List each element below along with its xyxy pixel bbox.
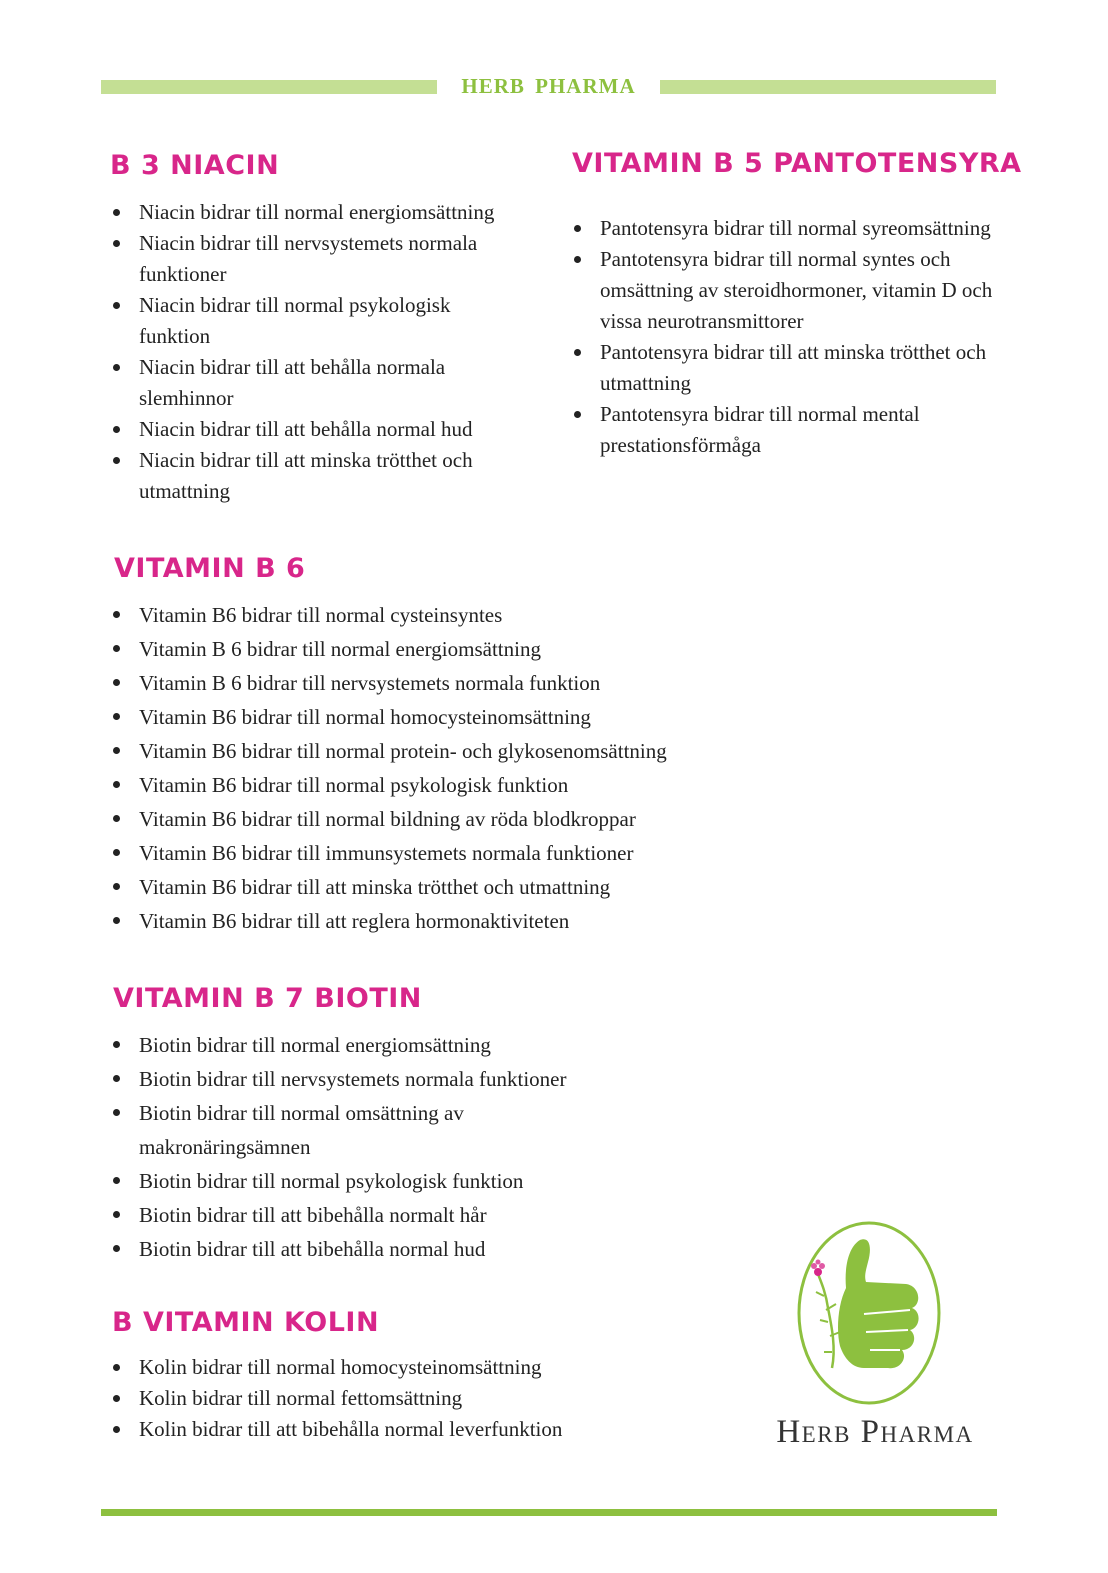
claim-item: Biotin bidrar till normal psykologisk funktion [101,1164,571,1198]
claim-item: Kolin bidrar till normal fettomsättning [101,1383,641,1414]
claim-item: Niacin bidrar till normal psykologisk funktion [101,290,511,352]
claim-item: Biotin bidrar till att bibehålla normalt hår [101,1198,571,1232]
claim-item: Biotin bidrar till normal energiomsättning [101,1028,571,1062]
section-title-niacin: B 3 NIACIN [110,150,280,181]
claim-item: Kolin bidrar till normal homocysteinomsättning [101,1352,641,1383]
claim-item: Vitamin B6 bidrar till normal protein- och glykosenomsättning [101,734,741,768]
claim-item: Pantotensyra bidrar till normal mental prestationsförmåga [562,399,1007,461]
section-title-b6: VITAMIN B 6 [114,553,306,584]
claim-item: Vitamin B6 bidrar till normal cysteinsyntes [101,598,741,632]
claim-item: Vitamin B6 bidrar till normal psykologisk funktion [101,768,741,802]
claim-item: Niacin bidrar till att minska trötthet och utmattning [101,445,511,507]
claim-list-b6 [101,598,741,938]
claim-list-biotin [101,1028,571,1266]
claim-item: Vitamin B6 bidrar till att minska trötthet och utmattning [101,870,741,904]
thumbs-up-flower-icon [794,1218,944,1408]
section-title-kolin: B VITAMIN KOLIN [112,1307,380,1338]
logo-wordmark: Herb Pharma [776,1414,974,1450]
section-title-pantotensyra: VITAMIN B 5 PANTOTENSYRA [572,148,1022,179]
claim-item: Niacin bidrar till att behålla normala slemhinnor [101,352,511,414]
claim-list-kolin [101,1352,641,1445]
claim-item: Vitamin B 6 bidrar till normal energiomsättning [101,632,741,666]
claim-list-niacin [101,197,511,507]
claim-list-pantotensyra [562,213,1007,461]
claim-item: Vitamin B 6 bidrar till nervsystemets normala funktion [101,666,741,700]
footer-rule [101,1509,997,1516]
claim-item: Pantotensyra bidrar till normal syntes och omsättning av steroidhormoner, vitamin D och vissa neurotransmittorer [562,244,1007,337]
claim-item: Pantotensyra bidrar till normal syreomsättning [562,213,1007,244]
brand-logo [750,1218,1000,1458]
claim-item: Vitamin B6 bidrar till att reglera hormonaktiviteten [101,904,741,938]
header-brand: HERB PHARMA [461,74,636,98]
claim-item: Pantotensyra bidrar till att minska trötthet och utmattning [562,337,1007,399]
section-title-biotin: VITAMIN B 7 BIOTIN [113,983,422,1014]
claim-item: Vitamin B6 bidrar till normal bildning av röda blodkroppar [101,802,741,836]
claim-item: Niacin bidrar till nervsystemets normala funktioner [101,228,511,290]
claim-item: Vitamin B6 bidrar till normal homocysteinomsättning [101,700,741,734]
header-rule-left [101,80,437,94]
claim-item: Vitamin B6 bidrar till immunsystemets normala funktioner [101,836,741,870]
claim-item: Kolin bidrar till att bibehålla normal leverfunktion [101,1414,641,1445]
claim-item: Niacin bidrar till att behålla normal hud [101,414,511,445]
header-rule-right [660,80,996,94]
claim-item: Niacin bidrar till normal energiomsättning [101,197,511,228]
claim-item: Biotin bidrar till normal omsättning av makronäringsämnen [101,1096,571,1164]
claim-item: Biotin bidrar till att bibehålla normal hud [101,1232,571,1266]
claim-item: Biotin bidrar till nervsystemets normala funktioner [101,1062,571,1096]
